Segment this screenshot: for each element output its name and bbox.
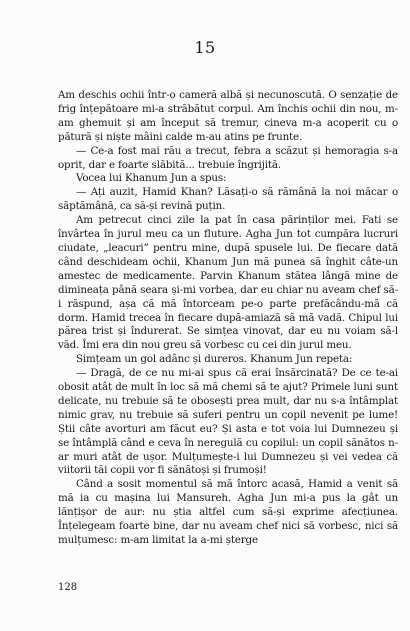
paragraph: Vocea lui Khanum Jun a spus: [76, 172, 227, 185]
paragraph: — Dragă, de ce nu mi-ai spus că erai însărcinată? De ce te-ai obosit atât de mult în loc să mă chemi să te ajut? Primele luni sunt delicate, nu trebuie să te obosești prea mult, dar nu s-a întâmplat nimic grav, nu trebuie să suferi pentru un copil nevenit pe lume! Știi câte avorturi am făcut eu? Și asta e tot voia lui Dumnezeu și se întâmplă când e ceva în neregulă cu copilul: un copil sănătos n-ar muri atât de ușor. Mulțumește-i lui Dumnezeu și vei vedea că viitorii tăi copii vor fi sănătoși și frumoși! [58, 367, 398, 477]
paragraph: Simțeam un gol adânc și dureros. Khanum Jun repeta: [76, 353, 353, 366]
paragraph: Am deschis ochii într-o cameră albă și necunoscută. O senzație de frig înțepătoare mi-a străbătut corpul. Am închis ochii din nou, m-am ghemuit și am început să tremur, cineva m-a acoperit cu o pătură și niște mâini calde m-au atins pe frunte. [58, 89, 398, 143]
page-number: 128 [58, 582, 78, 593]
paragraph: Când a sosit momentul să mă întorc acasă, Hamid a venit să mă ia cu mașina lui Mansureh. Agha Jun mi-a pus la gât un lănțișor de aur: nu știa altfel cum să-și exprime afecțiunea. Înțelegeam foarte bine, dar nu aveam chef nici să vorbesc, nici să mulțumesc: m-am limitat la a-mi șterge [58, 478, 398, 546]
paragraph: — Ce-a fost mai rău a trecut, febra a scăzut și hemoragia s-a oprit, dar e foarte slăbită... trebuie îngrijită. [58, 144, 398, 171]
paragraph: Am petrecut cinci zile la pat în casa părinților mei. Fati se învârtea în jurul meu ca un fluture. Agha Jun tot cumpăra lucruri ciudate, „leacuri” pentru mine, după spusele lui. De fiecare dată când deschideam ochii, Khanum Jun mă punea să înghit câte-un amestec de medicamente. Parvin Khanum stătea lângă mine de dimineața până seara și-mi vorbea, dar eu chiar nu aveam chef să-i răspund, așa că mă întorceam pe-o parte prefăcându-mă că dorm. Hamid trecea în fiecare după-amiază să mă vadă. Chipul lui părea trist și îndurerat. Se simțea vinovat, dar eu nu voiam să-l văd. Îmi era din nou greu să vorbesc cu cei din jurul meu. [58, 214, 398, 352]
paragraph: — Ați auzit, Hamid Khan? Lăsați-o să rămână la noi măcar o săptămână, ca să-și revină puțin. [58, 186, 398, 213]
body-text [58, 89, 398, 548]
chapter-heading: 15 [194, 38, 216, 57]
